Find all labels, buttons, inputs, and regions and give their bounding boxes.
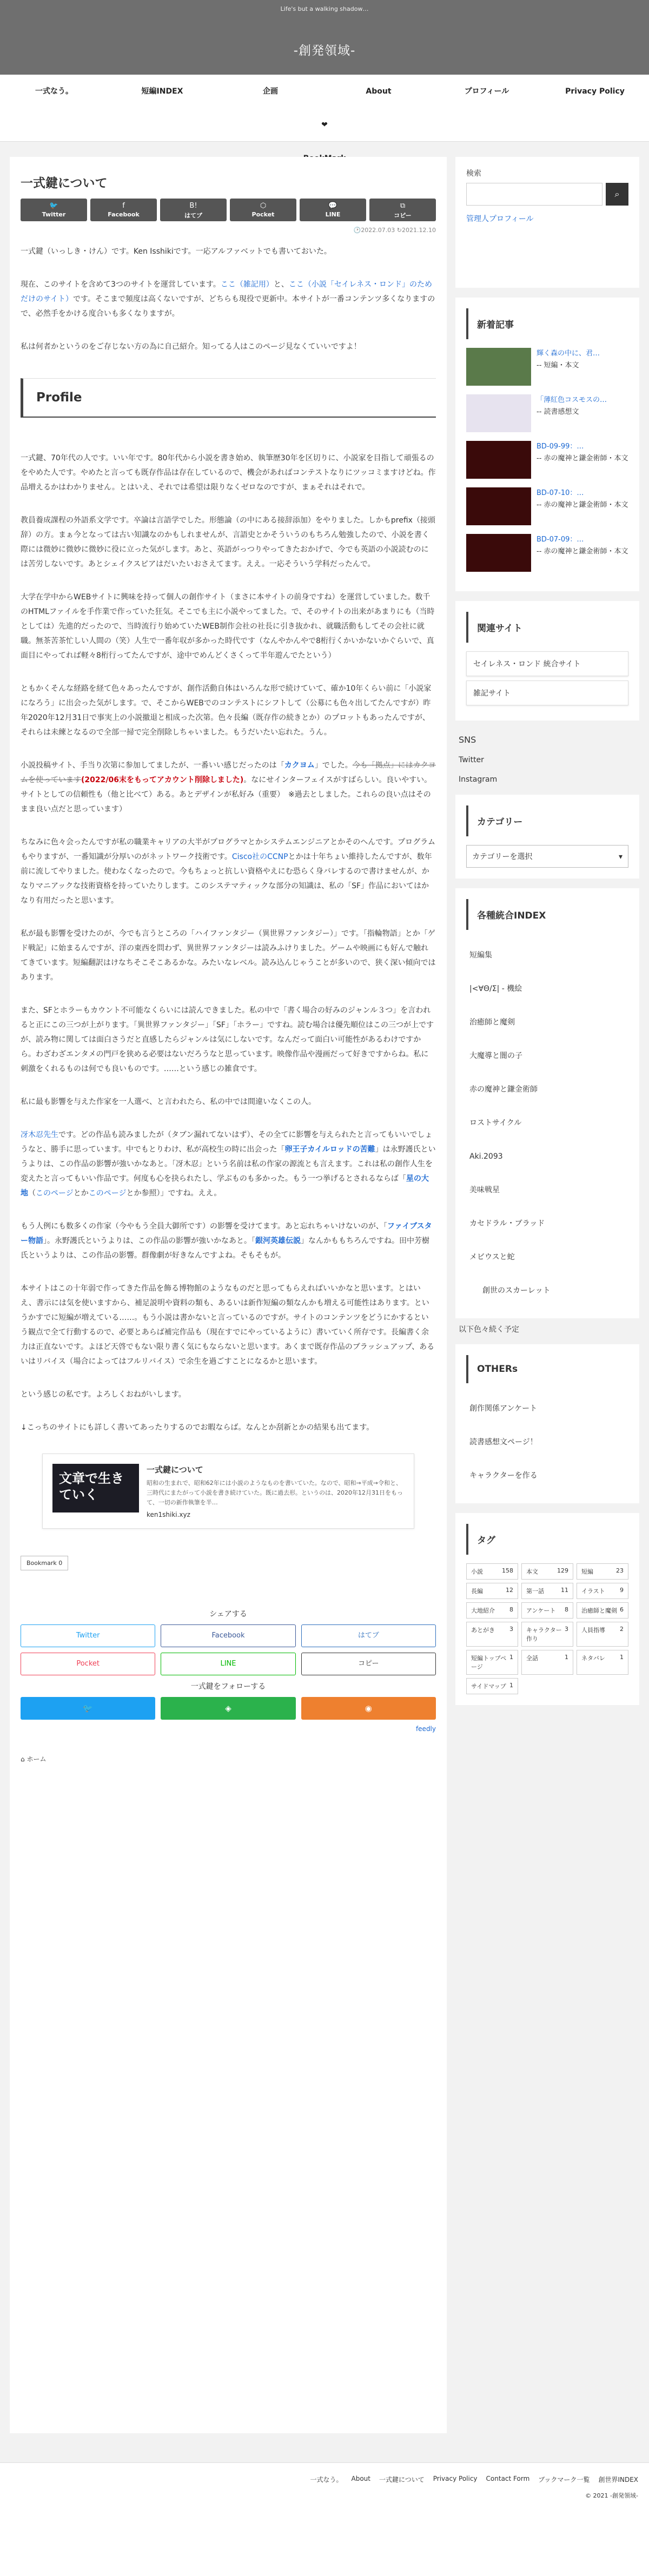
blog-card[interactable] — [42, 1454, 414, 1529]
text: もう人例にも数多くの作家（今やもう全員大御所です）の影響を受けてます。あと忘れちゃいけないのが、「 — [21, 1222, 387, 1231]
share-copy-button[interactable] — [369, 199, 436, 221]
feedly-link[interactable]: feedly — [415, 1725, 436, 1733]
link-blog[interactable]: ここ（雑記用） — [220, 280, 274, 289]
published-date: 2022.07.03 — [361, 227, 395, 234]
card-title: 一式鍵について — [147, 1465, 203, 1475]
updated-date: 2021.12.10 — [402, 227, 436, 234]
line-icon: 💬 — [328, 202, 337, 210]
footer-link[interactable]: ブックマーク一覧 — [538, 2476, 590, 2483]
tag-count: 6 — [620, 1606, 624, 1613]
link-hoshi[interactable]: 星の大地 — [21, 1174, 429, 1198]
index-item[interactable]: 赤の魔神と鎌金術師 — [469, 1085, 538, 1094]
post-title[interactable]: 輝く森の中に、君… — [537, 349, 600, 358]
tag-item[interactable] — [466, 1602, 518, 1619]
related-link[interactable]: セイレネス・ロンド 統合サイト — [466, 651, 628, 676]
site-header — [0, 0, 649, 75]
sidebar — [455, 157, 639, 1705]
tag-title: タグ — [466, 1524, 628, 1555]
index-widget — [455, 888, 639, 1318]
post-item[interactable] — [466, 394, 628, 432]
tag-count: 8 — [565, 1606, 568, 1613]
tag-count: 1 — [509, 1654, 513, 1661]
index-item[interactable]: Aki.2093 — [469, 1152, 503, 1161]
post-meta: -- 読書感想文 — [537, 408, 579, 416]
tag-widget — [455, 1513, 639, 1705]
tag-item[interactable] — [466, 1622, 518, 1647]
footer-link[interactable]: Privacy Policy — [433, 2475, 478, 2482]
footer-link[interactable]: 一式鍵について — [379, 2476, 425, 2483]
post-meta: -- 赤の魔神と鎌金術師・本文 — [537, 454, 628, 463]
tag-count: 1 — [620, 1654, 624, 1661]
paragraph: 大学在学中からWEBサイトに興味を持って個人の創作サイト（まさに本サイトの前身ですね）を運営していました。数千のHTMLファイルを手作業で作っていた狂気。そこでも主に小説やってました。で、そのサイトの出来があまりにも（当時としては）先進的だったので、当時流行り始めていたWEB制作会社の社長に引き抜かれ、就職活動もしてその会社に就職。無茶苦茶忙しい人間の（笑）人生で一番年収が多かった時代です（なんやかんやで8桁行くかいかないかぐらいで、真面目にやってれば軽々8桁行ってたんですが、途中でめんどくさくって半年遊んでたという） — [21, 593, 435, 660]
chevron-down-icon: ▾ — [618, 853, 622, 861]
tag-item[interactable] — [521, 1622, 573, 1647]
index-item[interactable]: カセドラル・ブラッド — [469, 1219, 545, 1228]
paragraph: ↓こっちのサイトにも詳しく書いてあったりするのでお暇ならば。なんとか刮新とかの結果も出てます。 — [21, 1423, 374, 1432]
paragraph — [21, 835, 436, 908]
tag-label: 長編 — [471, 1588, 483, 1595]
share-bottom — [21, 1624, 436, 1675]
admin-profile-link[interactable]: 管理人プロフィール — [466, 215, 534, 223]
link-ccnp[interactable]: Cisco社のCCNP — [231, 853, 288, 861]
tag-count: 129 — [557, 1567, 568, 1574]
pocket-icon: ⬡ — [260, 202, 267, 210]
label: Pocket — [251, 211, 275, 218]
text: 」。永野護氏というよりは、この作品の影響が強いかなあと。「 — [43, 1237, 255, 1245]
tag-count: 3 — [565, 1626, 568, 1633]
paragraph — [21, 1128, 436, 1201]
tag-label: アンケート — [526, 1607, 556, 1614]
link-saeki[interactable]: 冴木忍先生 — [21, 1131, 58, 1139]
post-meta: -- 赤の魔神と鎌金術師・本文 — [537, 501, 628, 509]
new-posts-title: 新着記事 — [466, 308, 628, 339]
sns-instagram-link[interactable]: Instagram — [459, 775, 498, 784]
paragraph: ともかくそんな経路を経て色々あったんですが、創作活動自体はいろんな形で続けていて、確か10年くらい前に「小説家になろう」に出会った気がします。で、そこからWEBでのコンテストにシフトして（公募にも色々出してたんですが）昨年2020年12月31日で事実上の小説撤退と相成った次第。色々長編（既存作の続きとか）のプロットもあったんですが、それらは未練となるので全部一掃で完全削除しちゃいました。もうだいたい忘れた。うん。 — [21, 684, 432, 737]
post-item[interactable] — [466, 487, 628, 525]
index-item[interactable]: 創世のスカーレット — [482, 1286, 551, 1295]
post-title[interactable]: BD-09-99：… — [537, 442, 584, 451]
nav-item-project[interactable]: 企画 — [263, 87, 278, 96]
post-item[interactable] — [466, 348, 628, 386]
paragraph: 一式鍵（いっしき・けん）です。Ken Isshikiです。一応アルファベットでも書いておいた。 — [21, 247, 332, 256]
link-novel-site[interactable]: ここ（小説「セイレネス・ロンド」のためだけのサイト） — [21, 280, 432, 303]
tag-item[interactable] — [577, 1622, 628, 1647]
post-title[interactable]: 「薄紅色コスモスの… — [537, 396, 607, 404]
card-url: ken1shiki.xyz — [147, 1511, 190, 1518]
link-page-1[interactable]: このページ — [36, 1189, 74, 1198]
index-item[interactable]: 短編集 — [469, 951, 492, 960]
link-ginei[interactable]: 銀河英雄伝説 — [255, 1237, 301, 1245]
paragraph: 本サイトはこの十年弱で作ってきた作品を飾る博物館のようなものだと思ってもらえればいいかなと思います。とはいえ、書示には気を使いますから、補足説明や資料の類も、あるいは新作短編の類なんかも増える可能性はあります。というかすでに短編が増えている……。もう小説は書かないと言っているのですが。サイトのコンテンツをどうにかするという観点で全て行動するので、必要とあらば補完作品も（現在すでにやっているように）書いていく所存です。長編書く余力は正直ないです。よほど天啓でもない限り書く気にもならないと思います。あくまで既存作品のブラッシュアップ、あるいはリバイス（場合によってはフルリバイス）で余生を過ごすことになるかと思います。 — [21, 1284, 435, 1366]
post-thumbnail — [466, 394, 531, 432]
copy-icon: ⧉ — [400, 202, 406, 210]
related-link[interactable]: 雑記サイト — [466, 681, 628, 705]
tagline: Life's but a walking shadow… — [280, 5, 369, 12]
main-nav — [0, 75, 649, 142]
paragraph: 一式鍵、70年代の人です。いい年です。80年代から小説を書き始め、執筆歴30年を区切りに、小説家を目指して頑張るのをやめた人です。やめたと言っても既存作品は存在しているので、機会があればコンテストなりにツッコミますけどね。作品増えるかはわかりません。とはいえ、それでは希望は限りなくゼロなのですが、まぁそれはそれで。 — [21, 454, 436, 492]
follow-twitter-icon[interactable]: 🐦 — [21, 1697, 155, 1720]
footer-link[interactable]: About — [351, 2475, 370, 2482]
text: 。なにせインターフェイスがすばらしい。良いやすい。サイトとしての信頼性も（他と比べて）ある。あとデザインが私好み（重要） ※過去としました。これらの良い点はそのまま良い点だと思っています） — [21, 776, 432, 814]
tag-item[interactable] — [577, 1650, 628, 1675]
category-title: カテゴリー — [466, 805, 628, 836]
index-item[interactable]: ロストサイクル — [469, 1119, 522, 1127]
paragraph: 私に最も影響を与えた作家を一人選べ、と言われたら、私の中では間違いなくこの人。 — [21, 1098, 316, 1106]
label: LINE — [325, 211, 341, 218]
tag-label: 人員指導 — [581, 1627, 605, 1634]
follow-buttons — [21, 1697, 436, 1720]
tag-cloud — [466, 1563, 628, 1694]
hatena-icon: B! — [189, 202, 197, 210]
others-item[interactable]: 創作関係アンケート — [469, 1404, 538, 1413]
tag-label: イラスト — [581, 1588, 605, 1595]
tag-item[interactable] — [521, 1563, 573, 1580]
others-title: OTHERs — [466, 1355, 628, 1383]
tag-label: あとがき — [471, 1627, 495, 1634]
paragraph: 私は何者かというのをご存じない方の為に自己紹介。知ってる人はこのページ見なくていいですよ！ — [21, 342, 361, 351]
select-value: カテゴリーを選択 — [472, 853, 533, 861]
sns-twitter-link[interactable]: Twitter — [459, 756, 484, 764]
tag-label: ネタバレ — [581, 1655, 605, 1662]
tag-label: キャラクター作り — [526, 1627, 562, 1642]
tag-label: 短編 — [581, 1568, 593, 1575]
tag-count: 2 — [620, 1626, 624, 1633]
paragraph — [21, 758, 436, 817]
index-item[interactable]: 大魔導と闇の子 — [469, 1052, 522, 1060]
label: Twitter — [42, 211, 66, 218]
site-footer — [0, 2462, 649, 2576]
tag-count: 9 — [620, 1587, 624, 1594]
profile-heading: Profile — [21, 378, 436, 418]
text: とかは十年ちょい維持したんですが、数年前に流してやりました。使わなくなったので。今もちょっと抗しい資格やえにむ恐らく身バレするので書けませんが、かなりマニアックな技術資格を持っていたりします。このシステマティックな部分の知識は、私の「SF」作品においてはかなり有用だったと思います。 — [21, 853, 432, 905]
index-more: 以下色々続く予定 — [459, 1325, 519, 1334]
tag-count: 23 — [616, 1567, 624, 1574]
tag-label: 小説 — [471, 1568, 483, 1575]
label: コピー — [394, 212, 412, 219]
nav-item-privacy[interactable]: Privacy Policy — [565, 87, 625, 96]
text: 小説投稿サイト、手当り次第に参加してましたが、一番いい感じだったのは「 — [21, 761, 284, 770]
tag-item[interactable] — [577, 1602, 628, 1619]
search-label: 検索 — [466, 169, 481, 178]
paragraph — [21, 1219, 436, 1263]
category-widget — [455, 795, 639, 879]
tag-item[interactable] — [521, 1583, 573, 1599]
paragraph: 私が最も影響を受けたのが、今でも言うところの「ハイファンタジー（異世界ファンタジー）」です。「指輪物語」とか「ゲド戦記」に始まるんですが、洋の東西を問わず、異世界ファンタジーは読みふけりました。ゲームや映画にも好んで触れてきています。短編翻訳はけなちそこそこあるかな。みたいなレベル。読み込んじゃうことが多いので、狭く深い傾向ではあります。 — [21, 929, 436, 982]
tag-item[interactable] — [466, 1678, 518, 1694]
category-select[interactable] — [466, 845, 628, 868]
share-twitter-button[interactable] — [21, 199, 87, 221]
twitter-icon: 🐦 — [49, 202, 58, 210]
index-item[interactable]: 治癒師と魔剣 — [469, 1018, 515, 1027]
text: 」は永野護氏というよりは、この作品の影響が強いかなあと。「冴木忍」という名前は私の作家の源流とも言えます。これは私の創作人生を変えたと言ってもいい作品です。何度も心を抉られたし、学ぶものも多かった。もう一つ挙げるとされるならば「 — [21, 1145, 436, 1183]
follow-rss-icon[interactable]: ◉ — [301, 1697, 436, 1720]
share-hatena-button[interactable] — [160, 199, 227, 221]
nav-item-about[interactable]: About — [366, 87, 392, 96]
footer-link[interactable]: 創世界INDEX — [598, 2476, 638, 2483]
tag-label: 第一話 — [526, 1588, 544, 1595]
article — [10, 157, 447, 2433]
others-widget — [455, 1344, 639, 1503]
post-dates: 🕑2022.07.03 ↻2021.12.10 — [353, 227, 436, 234]
post-thumbnail — [466, 441, 531, 479]
new-posts-widget — [455, 298, 639, 591]
share-facebook-button[interactable]: Facebook — [161, 1624, 295, 1647]
post-thumbnail — [466, 487, 531, 525]
nav-item-bookmark[interactable] — [281, 108, 368, 142]
tag-item[interactable] — [466, 1563, 518, 1580]
tag-item[interactable] — [521, 1650, 573, 1675]
heart-icon: ❤ — [321, 121, 328, 129]
tag-count: 11 — [561, 1587, 568, 1594]
related-title: 関連サイト — [466, 612, 628, 643]
post-meta: -- 赤の魔神と鎌金術師・本文 — [537, 547, 628, 556]
follow-feedly-icon[interactable]: ◈ — [161, 1697, 295, 1720]
tag-count: 1 — [509, 1682, 513, 1689]
text: 」なんかももちろんですね。田中芳樹氏というよりは、この作品の影響。群像劇が好きなんですよね。そもそもが。 — [21, 1237, 429, 1260]
footer-link[interactable]: 一式なう。 — [310, 2476, 343, 2483]
post-title[interactable]: BD-07-09：… — [537, 536, 584, 544]
tag-label: 大地紹介 — [471, 1607, 495, 1614]
share-top — [21, 199, 436, 221]
paragraph: という感じの私です。よろしくおねがいします。 — [21, 1390, 186, 1399]
label: はてブ — [184, 212, 202, 219]
text: と、 — [273, 280, 289, 289]
tag-count: 12 — [506, 1587, 513, 1594]
share-copy-button[interactable]: コピー — [301, 1653, 436, 1675]
link-kakuyomu[interactable]: カクヨム — [284, 761, 315, 770]
nav-item-index[interactable]: 短編INDEX — [141, 87, 183, 96]
share-line-button[interactable]: LINE — [161, 1653, 295, 1675]
others-item[interactable]: 読書感想文ページ！ — [469, 1438, 538, 1446]
struck-text: 今も「拠点」にはカクヨムを使っています — [21, 761, 436, 784]
text: （ — [28, 1189, 36, 1198]
follow-title: 一式鍵をフォローする — [190, 1682, 266, 1691]
others-item[interactable]: キャラクターを作る — [469, 1471, 538, 1480]
text: とか参照）」ですね。ええ。 — [126, 1189, 222, 1198]
tag-label: 本文 — [526, 1568, 538, 1575]
breadcrumb[interactable]: ⌂ ホーム — [21, 1755, 47, 1763]
paragraph — [21, 278, 436, 321]
index-item[interactable]: |<∀Θ/Σ| - 機絵 — [469, 985, 522, 993]
share-line-button[interactable] — [300, 199, 366, 221]
search-input[interactable] — [466, 183, 602, 206]
share-hatena-button[interactable]: はてブ — [301, 1624, 436, 1647]
link-fss[interactable]: ファイブスター物語 — [21, 1222, 432, 1245]
tag-label: 短編トップページ — [471, 1655, 507, 1670]
bookmark-button[interactable]: Bookmark 0 — [21, 1556, 68, 1570]
share-title: シェアする — [209, 1610, 247, 1619]
tag-item[interactable] — [466, 1583, 518, 1599]
share-facebook-button[interactable] — [90, 199, 157, 221]
footer-link[interactable]: Contact Form — [486, 2475, 530, 2482]
red-note: (2022/06末をもってアカウント削除しました) — [81, 776, 244, 784]
post-thumbnail — [466, 348, 531, 386]
post-item[interactable] — [466, 534, 628, 572]
tag-count: 158 — [502, 1567, 513, 1574]
post-thumbnail — [466, 534, 531, 572]
text: です。そこまで頻度は高くないですが、どちらも現役で更新中。本サイトが一番コンテンツ多くなりますので、必然手をかける度合いも多くなりますが。 — [21, 295, 435, 318]
link-page-2[interactable]: このページ — [88, 1189, 127, 1198]
tag-count: 3 — [509, 1626, 513, 1633]
paragraph: また、SFとホラーもカウント不可能なくらいには読んできました。私の中で「書く場合の好みのジャンル３つ」を言われると正にこの三つが上がります。「異世界ファンタジー」「SF」「ホラー」ですね。読む場合は優先順位はこの三つが上ですが、読み物に関しては面白さうだと直感したらジャンルは気にしないです。なんだって面白い可能性があるわけですから。わざわざエンタメの門戸を狭める必要はないだろうなと思っています。映像作品や漫画だって好きですからね。私に刺激をくれるものは何でも良いものです。……という感じの雑食です。 — [21, 1006, 434, 1073]
search-widget — [455, 157, 639, 288]
tag-count: 8 — [509, 1606, 513, 1613]
post-meta: -- 短編・本文 — [537, 361, 579, 369]
tag-item[interactable] — [466, 1650, 518, 1675]
site-title[interactable]: -創発領域- — [293, 44, 356, 58]
search-icon[interactable]: ⌕ — [606, 183, 628, 206]
post-title[interactable]: BD-07-10：… — [537, 489, 584, 497]
share-twitter-button[interactable]: Twitter — [21, 1624, 155, 1647]
article-title: 一式鍵について — [21, 176, 108, 190]
sns-title: SNS — [459, 735, 476, 745]
nav-item-now[interactable]: 一式なう。 — [35, 87, 73, 96]
breadcrumb-home[interactable]: ホーム — [27, 1755, 47, 1763]
share-pocket-button[interactable]: Pocket — [21, 1653, 155, 1675]
text: とか — [73, 1189, 89, 1198]
text: 現在、このサイトを含めて3つのサイトを運営しています。 — [21, 280, 221, 289]
index-title: 各種統合INDEX — [466, 899, 628, 930]
tag-label: 全話 — [526, 1655, 538, 1662]
card-excerpt: 昭和の生まれで、昭和62年には小説のようなものを書いていた。なので、昭和→平成→令和と、三時代にまたがって小説を書き続けていた。既に過去形。というのは、2020年12月31日をもって、一切の新作執筆を半… — [147, 1479, 403, 1506]
tag-item[interactable] — [577, 1583, 628, 1599]
copyright: © 2021 -創発領域- — [585, 2492, 638, 2499]
card-thumbnail: 文章で生きていく — [52, 1464, 139, 1512]
text: です。どの作品も読みましたが（タブン漏れてないはず）、その全てに影響を与えられたと言ってもいいでしょうなと、勝手に思っています。中でもとりわけ、私が高校生の時に出会った「 — [21, 1131, 433, 1154]
label: Facebook — [108, 211, 140, 218]
nav-item-profile[interactable]: プロフィール — [464, 87, 509, 96]
tag-label: サイドマップ — [471, 1683, 506, 1690]
index-item[interactable]: 美味戦星 — [469, 1186, 500, 1194]
text: 」でした。 — [314, 761, 353, 770]
link-kyle[interactable]: 卵王子カイルロッドの苦難 — [284, 1145, 375, 1154]
tag-label: 治癒師と魔剣 — [581, 1607, 617, 1614]
post-item[interactable] — [466, 441, 628, 479]
tag-item[interactable] — [521, 1602, 573, 1619]
tag-item[interactable] — [577, 1563, 628, 1580]
facebook-icon: f — [122, 202, 125, 210]
tag-count: 1 — [565, 1654, 568, 1661]
related-widget — [455, 601, 639, 721]
footer-links — [310, 2475, 638, 2484]
paragraph: 教員養成課程の外語系文学です。卒論は言語学でした。形態論（の中にある接辞添加）をやりました。しかもprefix（接頭辞）の方。まぁ今となっては古い知識なのかもしれませんが、言語史とかそういうのもちろん勉強したので、小説を書く際には微妙に微妙に微妙に役に立った気がします。あと、英語がっつりやってきたおかげで、今でも英語の小説読むのには苦労しないです。あとシェイクスピアはだいたいおさえてます。ええ。一応そういう学科だったんで。 — [21, 516, 435, 569]
share-pocket-button[interactable] — [230, 199, 296, 221]
index-item[interactable]: メビウスと蛇 — [469, 1253, 515, 1261]
text: ちなみに色々会ったんですが私の職業キャリアの大半がプログラマとかシステムエンジニアとかそのへんです。プログラムもやりますが、一番知識が分厚いのがネットワーク技術です。 — [21, 838, 435, 861]
